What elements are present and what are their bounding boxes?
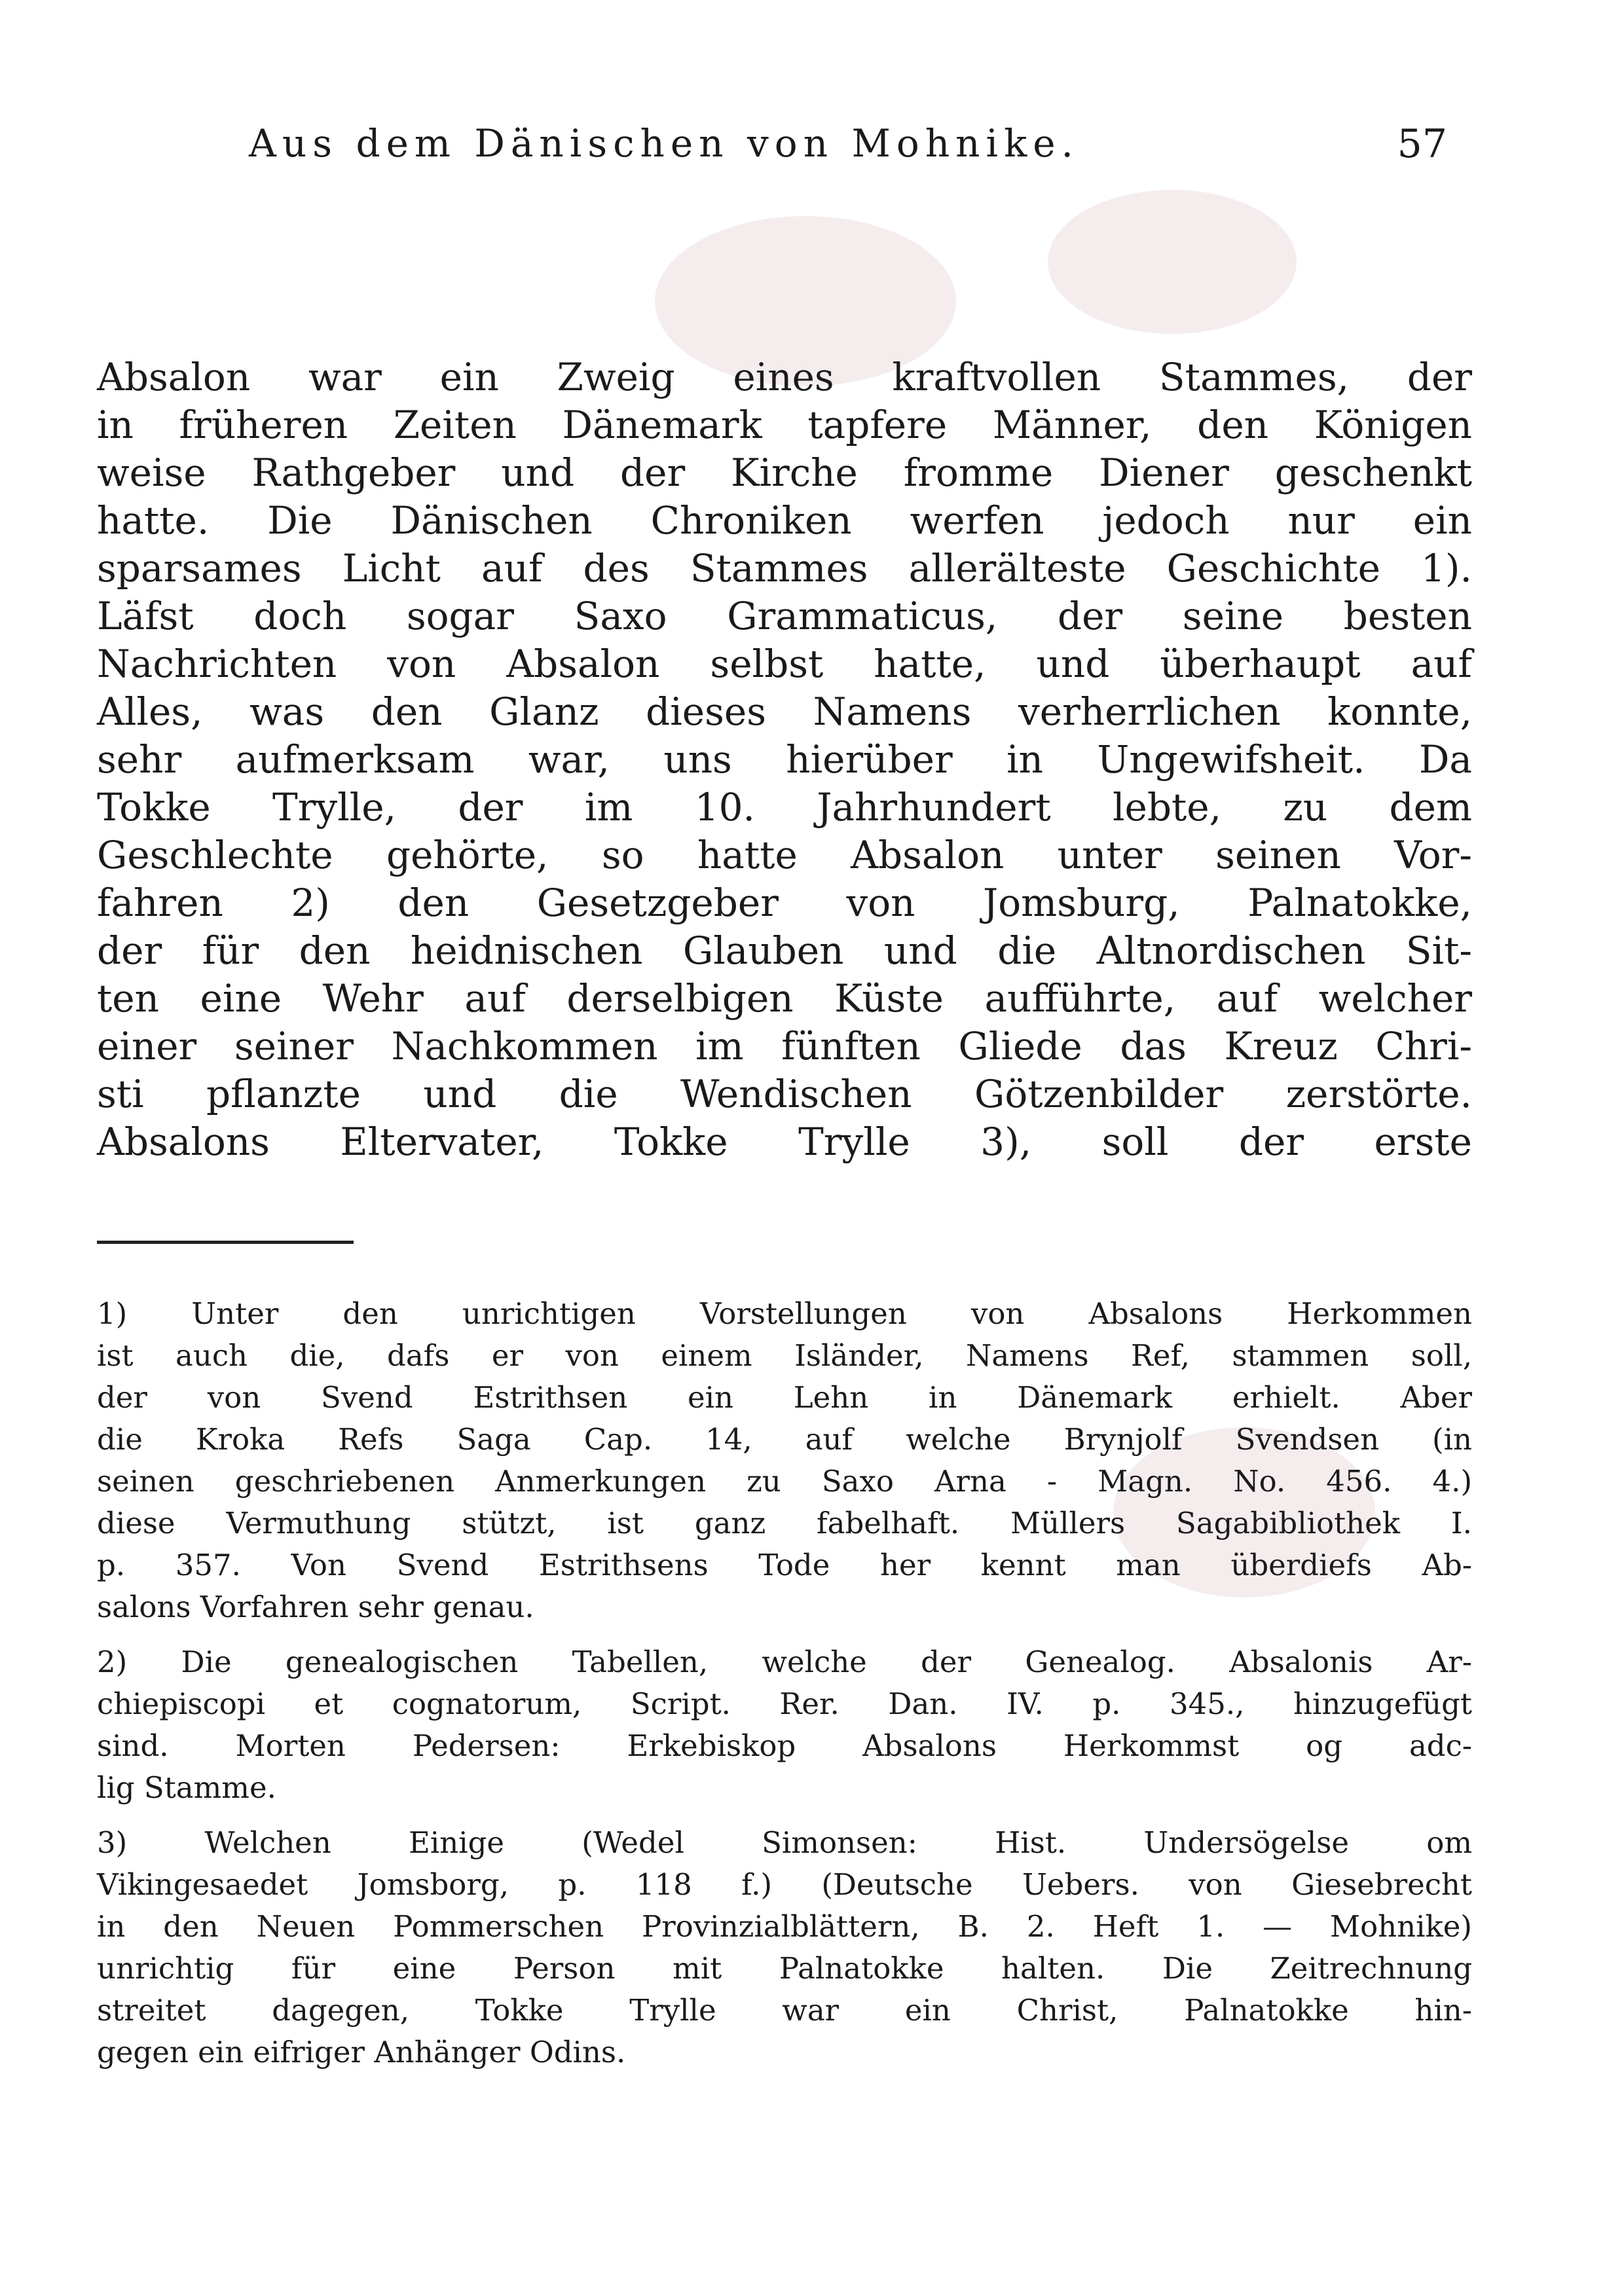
footnote-line: 2) Die genealogischen Tabellen, welche der Genealog. Absalonis Ar- [97, 1645, 1472, 1679]
text-line: Nachrichten von Absalon selbst hatte, und überhaupt auf [97, 642, 1472, 686]
footnote-line: unrichtig für eine Person mit Palnatokke halten. Die Zeitrechnung [97, 1951, 1472, 1986]
text-line: einer seiner Nachkommen im fünften Gliede das Kreuz Chri- [97, 1024, 1472, 1068]
footnote-line: p. 357. Von Svend Estrithsens Tode her kennt man überdiefs Ab- [97, 1548, 1472, 1582]
page-number: 57 [1397, 121, 1447, 167]
text-line: sehr aufmerksam war, uns hierüber in Ungewifsheit. Da [97, 737, 1472, 782]
text-line: der für den heidnischen Glauben und die Altnordischen Sit- [97, 928, 1472, 973]
text-line: ten eine Wehr auf derselbigen Küste aufführte, auf welcher [97, 976, 1472, 1021]
text-line: Alles, was den Glanz dieses Namens verherrlichen konnte, [97, 689, 1472, 734]
footnote-line: 3) Welchen Einige (Wedel Simonsen: Hist. Undersögelse om [97, 1825, 1472, 1860]
text-line: in früheren Zeiten Dänemark tapfere Männer, den Königen [97, 403, 1472, 447]
footnote-line: diese Vermuthung stützt, ist ganz fabelhaft. Müllers Sagabibliothek I. [97, 1506, 1472, 1540]
footnote-3 [97, 1822, 1472, 2073]
main-text [97, 354, 1472, 1166]
text-line: hatte. Die Dänischen Chroniken werfen jedoch nur ein [97, 498, 1472, 543]
text-line: fahren 2) den Gesetzgeber von Jomsburg, Palnatokke, [97, 881, 1472, 925]
footnote-line: salons Vorfahren sehr genau. [97, 1590, 534, 1624]
footnote-2 [97, 1641, 1472, 1809]
footnote-line: lig Stamme. [97, 1770, 276, 1805]
footnote-line: sind. Morten Pedersen: Erkebiskop Absalons Herkommst og adc- [97, 1728, 1472, 1763]
footnote-line: 1) Unter den unrichtigen Vorstellungen von Absalons Herkommen [97, 1296, 1472, 1331]
footnote-line: chiepiscopi et cognatorum, Script. Rer. Dan. IV. p. 345., hinzugefügt [97, 1686, 1472, 1721]
footnote-line: die Kroka Refs Saga Cap. 14, auf welche Brynjolf Svendsen (in [97, 1422, 1472, 1457]
text-line: Absalon war ein Zweig eines kraftvollen Stammes, der [97, 355, 1472, 399]
text-line: sti pflanzte und die Wendischen Götzenbilder zerstörte. [97, 1072, 1472, 1116]
footnotes [97, 1293, 1472, 2073]
footnote-1 [97, 1293, 1472, 1628]
footnote-line: der von Svend Estrithsen ein Lehn in Dänemark erhielt. Aber [97, 1380, 1472, 1415]
footnote-line: seinen geschriebenen Anmerkungen zu Saxo Arna - Magn. No. 456. 4.) [97, 1464, 1472, 1499]
text-line: Tokke Trylle, der im 10. Jahrhundert lebte, zu dem [97, 785, 1472, 829]
ink-smudge [1048, 190, 1297, 334]
running-title: Aus dem Dänischen von Mohnike. [249, 121, 1079, 166]
footnote-line: gegen ein eifriger Anhänger Odins. [97, 2035, 626, 2069]
text-line: Absalons Eltervater, Tokke Trylle 3), soll der erste [97, 1120, 1472, 1164]
text-line: weise Rathgeber und der Kirche fromme Diener geschenkt [97, 450, 1472, 495]
footnote-line: in den Neuen Pommerschen Provinzialblättern, B. 2. Heft 1. — Mohnike) [97, 1909, 1472, 1944]
footnote-line: Vikingesaedet Jomsborg, p. 118 f.) (Deutsche Uebers. von Giesebrecht [97, 1867, 1472, 1902]
footnote-line: ist auch die, dafs er von einem Isländer, Namens Ref, stammen soll, [97, 1338, 1472, 1373]
page-header [249, 111, 1447, 177]
text-line: Läfst doch sogar Saxo Grammaticus, der seine besten [97, 594, 1472, 638]
footnote-separator [97, 1241, 354, 1244]
text-line: sparsames Licht auf des Stammes allerälteste Geschichte 1). [97, 546, 1472, 591]
footnote-line: streitet dagegen, Tokke Trylle war ein Christ, Palnatokke hin- [97, 1993, 1472, 2028]
text-line: Geschlechte gehörte, so hatte Absalon unter seinen Vor- [97, 833, 1472, 877]
